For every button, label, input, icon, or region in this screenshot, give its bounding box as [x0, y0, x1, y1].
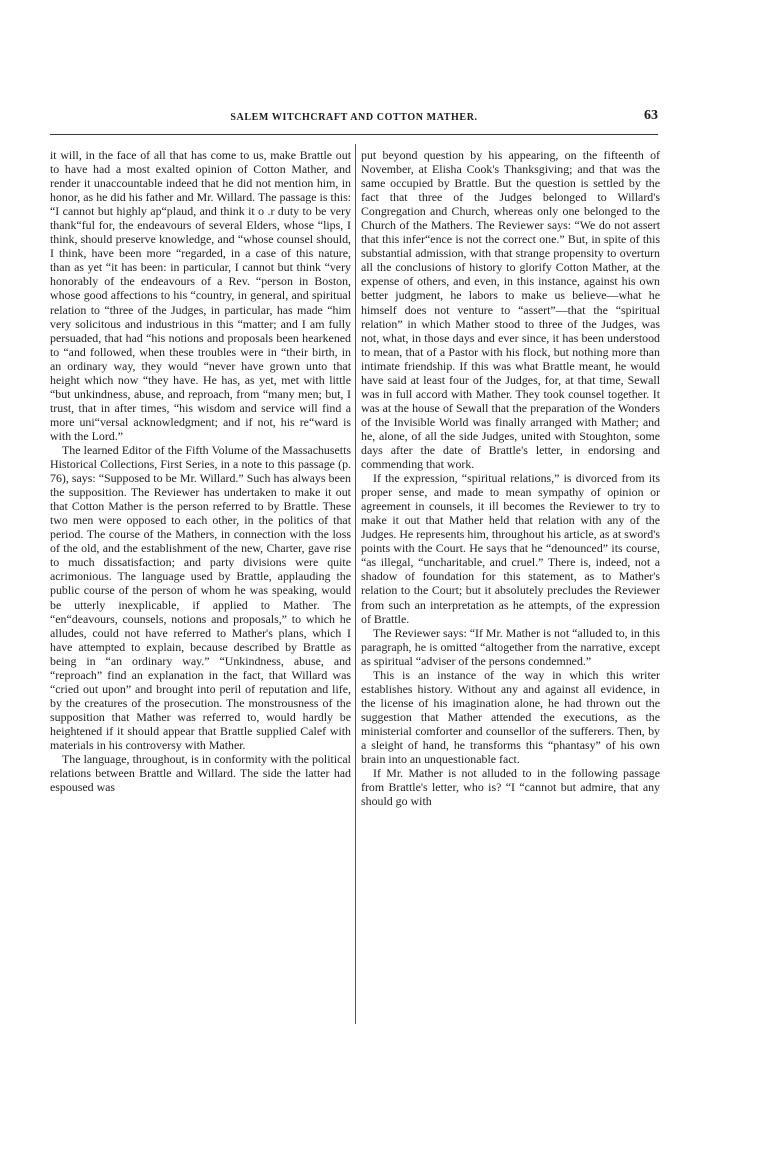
left-column [50, 148, 351, 794]
paragraph: put beyond question by his appearing, on the fifteenth of November, at Elisha Cook's Thanksgiving; and that was the same occupied by Brattle. But the question is settled by the fact that three of the Judges belonged to Willard's Congregation and Church, whereas only one belonged to the Church of the Mathers. The Reviewer says: “We do not assert that this infer“ence is not the correct one.” But, in spite of this substantial admission, with that strange propensity to overturn all the conclusions of history to glorify Cotton Mather, at the expense of others, and even, in this instance, against his own better judgment, he labors to make us believe—what he himself does not venture to “assert”—that the “spiritual relation” in which Mather stood to three of the Judges, was not, what, in those days and ever since, it has been understood to mean, that of a Pastor with his flock, but nothing more than intimate friendship. If this was what Brattle meant, he would have said at least four of the Judges, for, at that time, Sewall was in full accord with Mather. They took counsel together. It was at the house of Sewall that the preparation of the Wonders of the Invisible World was finally arranged with Mather; and he, alone, of all the side Judges, united with Stoughton, some days after the date of Brattle's letter, in endorsing and commending that work. [361, 148, 660, 472]
paragraph: The learned Editor of the Fifth Volume of the Massachusetts Historical Collections, First Series, in a note to this passage (p. 76), says: “Supposed to be Mr. Willard.” Such has always been the supposition. The Reviewer has undertaken to make it out that Cotton Mather is the person referred to by Brattle. These two men were opposed to each other, in the politics of that period. The course of the Mathers, in connection with the loss of the old, and the establishment of the new, Charter, gave rise to much dissatisfaction; and party divisions were quite acrimonious. The language used by Brattle, applauding the public course of the person of whom he was speaking, would be utterly inexplicable, if applied to Mather. The “en“deavours, counsels, notions and proposals,” to which he alludes, could not have referred to Mather's plans, which I have attempted to explain, because described by Brattle as being in “an ordinary way.” “Unkindness, abuse, and “reproach” find an explanation in the fact, that Willard was “cried out upon” and brought into peril of reputation and life, by the creatures of the prosecution. The monstrousness of the supposition that Mather was referred to, would hardly be heightened if it should appear that Brattle supplied Calef with materials in his controversy with Mather. [50, 442, 351, 752]
page-number: 63 [644, 108, 658, 123]
header-rule [50, 134, 658, 135]
paragraph: This is an instance of the way in which this writer establishes history. Without any and against all evidence, in the license of his imagination alone, he had thrown out the suggestion that Mather attended the executions, as the ministerial comforter and counsellor of the sufferers. Then, by a sleight of hand, he transforms this “phantasy” of his own brain into an unquestionable fact. [361, 667, 660, 767]
paragraph: If Mr. Mather is not alluded to in the following passage from Brattle's letter, who is? “I “cannot but admire, that any should go with [361, 766, 660, 809]
right-column [361, 148, 660, 808]
column-divider [355, 144, 356, 1024]
running-title: SALEM WITCHCRAFT AND COTTON MATHER. [230, 112, 478, 123]
running-header [50, 108, 658, 128]
paragraph: The Reviewer says: “If Mr. Mather is not “alluded to, in this paragraph, he is omitted “altogether from the narrative, except as spiritual “adviser of the persons condemned.” [361, 625, 660, 668]
paragraph: The language, throughout, is in conformity with the political relations between Brattle and Willard. The side the latter had espoused was [50, 752, 351, 795]
paragraph: it will, in the face of all that has come to us, make Brattle out to have had a most exalted opinion of Cotton Mather, and render it unaccountable indeed that he did not mention him, in honor, as he did his father and Mr. Willard. The passage is this: “I cannot but highly ap“plaud, and think it o .r duty to be very thank“ful for, the endeavours of several Elders, whose “lips, I think, should preserve knowledge, and “whose counsel should, I think, have been more “regarded, in a case of this nature, than as yet “it has been: in particular, I cannot but think “very honorably of the endeavours of a Rev. “person in Boston, whose good affections to his “country, in general, and spiritual relation to “three of the Judges, in particular, has made “him very solicitous and industrious in this “matter; and I am fully persuaded, that had “his notions and proposals been hearkened to “and followed, when these troubles were in “their birth, in an ordinary way, they would “never have grown unto that height which now “they have. He has, as yet, met with little “but unkindness, abuse, and reproach, from “many men; but, I trust, that in after times, “his wisdom and service will find a more uni“versal acknowledgment; and if not, his re“ward is with the Lord.” [50, 148, 351, 443]
paragraph: If the expression, “spiritual relations,” is divorced from its proper sense, and made to mean sympathy of opinion or agreement in counsels, it ill becomes the Reviewer to try to make it out that Mather held that relation with any of the Judges. He represents him, throughout his article, as at sword's points with the Court. He says that he “denounced” its course, “as illegal, “uncharitable, and cruel.” There is, indeed, not a shadow of foundation for this statement, as to Mather's relation to the Court; but it absolutely precludes the Reviewer from such an interpretation as he attempts, of the expression of Brattle. [361, 471, 660, 626]
